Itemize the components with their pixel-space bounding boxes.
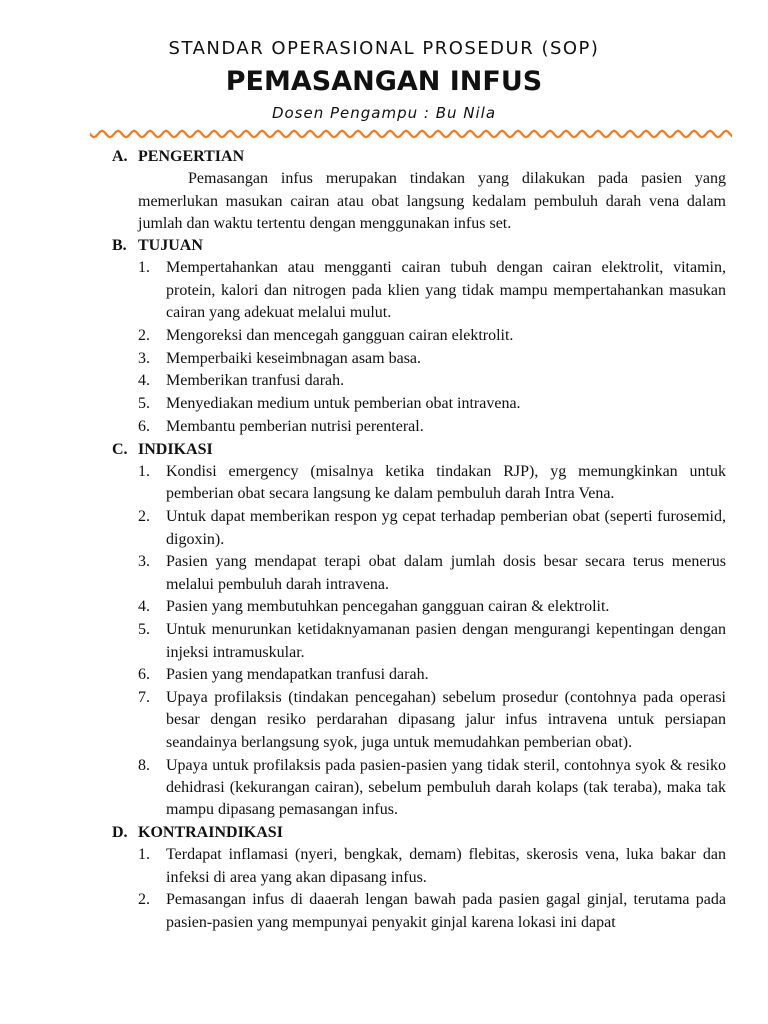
list-item-number: 6. xyxy=(138,666,150,684)
section-title: PENGERTIAN xyxy=(138,148,245,165)
section-letter: A. xyxy=(112,148,128,165)
list-item-text: Pemasangan infus di daaerah lengan bawah pada pasien gagal ginjal, terutama pada pasien-pasien yang mempunyai penyakit ginjal karena lokasi ini dapat xyxy=(166,891,726,931)
list-item-number: 5. xyxy=(138,621,150,639)
list-item-number: 1. xyxy=(138,463,150,481)
list-item xyxy=(138,664,726,686)
list-item xyxy=(138,889,726,934)
list-item xyxy=(138,506,726,551)
list-item xyxy=(138,755,726,822)
list-item-text: Untuk dapat memberikan respon yg cepat terhadap pemberian obat (seperti furosemid, digoxin). xyxy=(166,508,726,548)
lecturer-line: Dosen Pengampu : Bu Nila xyxy=(271,104,497,122)
list-item-text: Kondisi emergency (misalnya ketika tindakan RJP), yg memungkinkan untuk pemberian obat secara langsung ke dalam pembuluh darah Intra Vena. xyxy=(166,463,726,503)
list-item-number: 1. xyxy=(138,846,150,864)
list-item-text: Menyediakan medium untuk pemberian obat intravena. xyxy=(166,395,521,413)
section-heading xyxy=(112,439,726,461)
main-title: PEMASANGAN INFUS xyxy=(225,66,543,97)
kontraindikasi-list xyxy=(138,844,726,934)
sop-title: STANDAR OPERASIONAL PROSEDUR (SOP) xyxy=(168,38,600,59)
list-item-number: 1. xyxy=(138,259,150,277)
list-item-number: 3. xyxy=(138,349,150,367)
section-title: INDIKASI xyxy=(138,440,213,458)
list-item-number: 7. xyxy=(138,689,150,707)
list-item xyxy=(138,844,726,889)
list-item xyxy=(138,596,726,618)
tujuan-list xyxy=(138,257,726,438)
list-item-text: Pasien yang mendapat terapi obat dalam jumlah dosis besar secara terus menerus melalui pembuluh darah intravena. xyxy=(166,553,726,593)
list-item xyxy=(138,257,726,324)
list-item xyxy=(138,416,726,438)
section-title: KONTRAINDIKASI xyxy=(138,823,283,841)
list-item-text: Pasien yang mendapatkan tranfusi darah. xyxy=(166,666,429,684)
section-letter: C. xyxy=(112,440,128,458)
list-item xyxy=(138,461,726,506)
list-item-text: Mengoreksi dan mencegah gangguan cairan elektrolit. xyxy=(166,326,514,344)
list-item xyxy=(138,370,726,392)
list-item xyxy=(138,393,726,415)
list-item-number: 2. xyxy=(138,891,150,909)
section-letter: B. xyxy=(112,237,127,255)
list-item-text: Upaya profilaksis (tindakan pencegahan) sebelum prosedur (contohnya pada operasi besar dengan resiko perdarahan dipasang jalur infus intravena untuk persiapan seandainya berlangsung syok, juga untuk memudahkan pemberian obat). xyxy=(166,689,726,751)
indikasi-list xyxy=(138,461,726,821)
list-item-number: 8. xyxy=(138,756,150,774)
list-item-number: 3. xyxy=(138,553,150,571)
list-item-text: Memperbaiki keseimbnagan asam basa. xyxy=(166,349,422,367)
list-item xyxy=(138,325,726,347)
list-item xyxy=(138,551,726,596)
list-item-text: Untuk menurunkan ketidaknyamanan pasien dengan mengurangi kepentingan dengan injeksi intramuskular. xyxy=(166,621,726,661)
section-heading xyxy=(112,235,726,257)
section-indikasi xyxy=(112,439,726,822)
section-pengertian xyxy=(112,146,726,235)
list-item-text: Upaya untuk profilaksis pada pasien-pasien yang tidak steril, contohnya syok & resiko dehidrasi (kekurangan cairan), sebelum pembuluh darah kolaps (tak teraba), maka tak mampu dipasang pemasangan infus. xyxy=(166,756,726,819)
list-item xyxy=(138,348,726,370)
list-item-number: 5. xyxy=(138,395,150,413)
wave-line xyxy=(90,131,732,137)
section-letter: D. xyxy=(112,823,128,841)
section-heading xyxy=(112,146,726,168)
section-heading xyxy=(112,822,726,844)
list-item-text: Memberikan tranfusi darah. xyxy=(166,372,345,390)
list-item-number: 4. xyxy=(138,372,150,390)
list-item-text: Mempertahankan atau mengganti cairan tubuh dengan cairan elektrolit, vitamin, protein, kalori dan nitrogen pada klien yang tidak mampu mempertahankan masukan cairan yang adekuat melalui mulut. xyxy=(166,259,726,322)
list-item-number: 2. xyxy=(138,326,150,344)
decorative-wave-divider xyxy=(90,126,732,142)
list-item xyxy=(138,687,726,754)
section-tujuan xyxy=(112,235,726,438)
section-paragraph: Pemasangan infus merupakan tindakan yang dilakukan pada pasien yang memerlukan masukan cairan atau obat langsung kedalam pembuluh darah vena dalam jumlah dan waktu tertentu dengan menggunakan infus set. xyxy=(138,170,726,232)
list-item-text: Pasien yang membutuhkan pencegahan gangguan cairan & elektrolit. xyxy=(166,598,610,616)
list-item-number: 2. xyxy=(138,508,150,526)
list-item-number: 6. xyxy=(138,418,150,436)
document-body xyxy=(112,146,726,934)
list-item xyxy=(138,619,726,664)
section-title: TUJUAN xyxy=(138,237,203,255)
section-kontraindikasi xyxy=(112,822,726,934)
list-item-number: 4. xyxy=(138,598,150,616)
list-item-text: Membantu pemberian nutrisi perenteral. xyxy=(166,418,424,436)
list-item-text: Terdapat inflamasi (nyeri, bengkak, demam) flebitas, skerosis vena, luka bakar dan infeksi di area yang akan dipasang infus. xyxy=(166,846,726,886)
